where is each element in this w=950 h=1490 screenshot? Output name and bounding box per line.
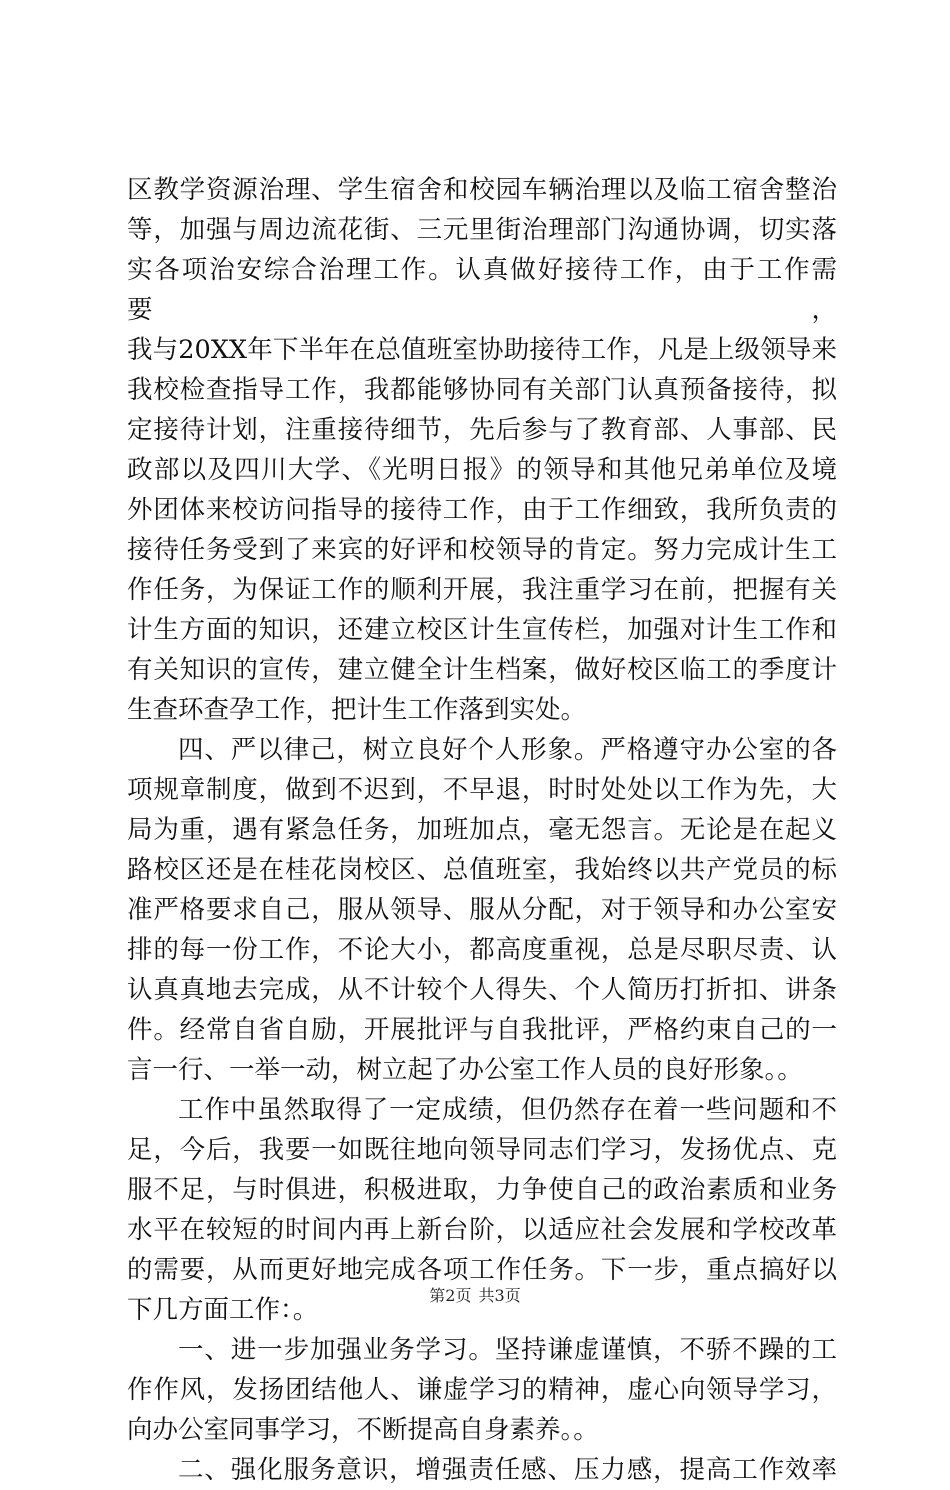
text-line: 件。经常自省自励，开展批评与自我批评，严格约束自己的一 xyxy=(127,1015,837,1045)
text-line: 政部以及四川大学、《光明日报》的领导和其他兄弟单位及境 xyxy=(127,455,837,485)
text-line: 局为重，遇有紧急任务，加班加点，毫无怨言。无论是在起义 xyxy=(127,815,837,845)
text-line: 我校检查指导工作，我都能够协同有关部门认真预备接待，拟 xyxy=(127,375,837,405)
text-line: 等，加强与周边流花街、三元里街治理部门沟通协调，切实落 xyxy=(127,215,837,245)
text-line: 准严格要求自己，服从领导、服从分配，对于领导和办公室安 xyxy=(127,895,837,925)
text-line: 认真真地去完成，从不计较个人得失、个人简历打折扣、讲条 xyxy=(127,975,837,1005)
text-line: 接待任务受到了来宾的好评和校领导的肯定。努力完成计生工 xyxy=(127,535,837,565)
text-line: 实各项治安综合治理工作。认真做好接待工作，由于工作需要， xyxy=(127,255,837,325)
text-line: 服不足，与时俱进，积极进取，力争使自己的政治素质和业务 xyxy=(127,1175,837,1205)
text-line: 计生方面的知识，还建立校区计生宣传栏，加强对计生工作和 xyxy=(127,615,837,645)
page-number-footer: 第2页 共3页 xyxy=(429,1286,521,1305)
text-line: 四、严以律己，树立良好个人形象。严格遵守办公室的各 xyxy=(178,735,837,765)
text-line: 排的每一份工作，不论大小，都高度重视，总是尽职尽责、认 xyxy=(127,935,837,965)
text-line: 的需要，从而更好地完成各项工作任务。下一步，重点搞好以 xyxy=(127,1255,837,1285)
text-line: 生查环查孕工作，把计生工作落到实处。 xyxy=(127,695,587,725)
text-line: 有关知识的宣传，建立健全计生档案，做好校区临工的季度计 xyxy=(127,655,837,685)
text-line: 区教学资源治理、学生宿舍和校园车辆治理以及临工宿舍整治 xyxy=(127,175,837,205)
text-line: 言一行、一举一动，树立起了办公室工作人员的良好形象。。 xyxy=(127,1055,803,1085)
text-line: 二、强化服务意识，增强责任感、压力感，提高工作效率 xyxy=(178,1455,837,1485)
text-line: 向办公室同事学习，不断提高自身素养。。 xyxy=(127,1415,599,1445)
text-line: 我与20XX年下半年在总值班室协助接待工作，凡是上级领导来 xyxy=(127,335,837,365)
text-line: 外团体来校访问指导的接待工作，由于工作细致，我所负责的 xyxy=(127,495,837,525)
text-line: 作任务，为保证工作的顺利开展，我注重学习在前，把握有关 xyxy=(127,575,837,605)
text-line: 定接待计划，注重接待细节，先后参与了教育部、人事部、民 xyxy=(127,415,837,445)
text-line: 作作风，发扬团结他人、谦虚学习的精神，虚心向领导学习， xyxy=(127,1375,837,1405)
text-line: 下几方面工作：。 xyxy=(127,1295,319,1325)
text-line: 项规章制度，做到不迟到，不早退，时时处处以工作为先，大 xyxy=(127,775,837,805)
text-line: 足，今后，我要一如既往地向领导同志们学习，发扬优点、克 xyxy=(127,1135,837,1165)
text-line: 一、进一步加强业务学习。坚持谦虚谨慎，不骄不躁的工 xyxy=(178,1335,837,1365)
text-line: 水平在较短的时间内再上新台阶，以适应社会发展和学校改革 xyxy=(127,1215,837,1245)
text-line: 路校区还是在桂花岗校区、总值班室，我始终以共产党员的标 xyxy=(127,855,837,885)
text-line: 工作中虽然取得了一定成绩，但仍然存在着一些问题和不 xyxy=(178,1095,837,1125)
